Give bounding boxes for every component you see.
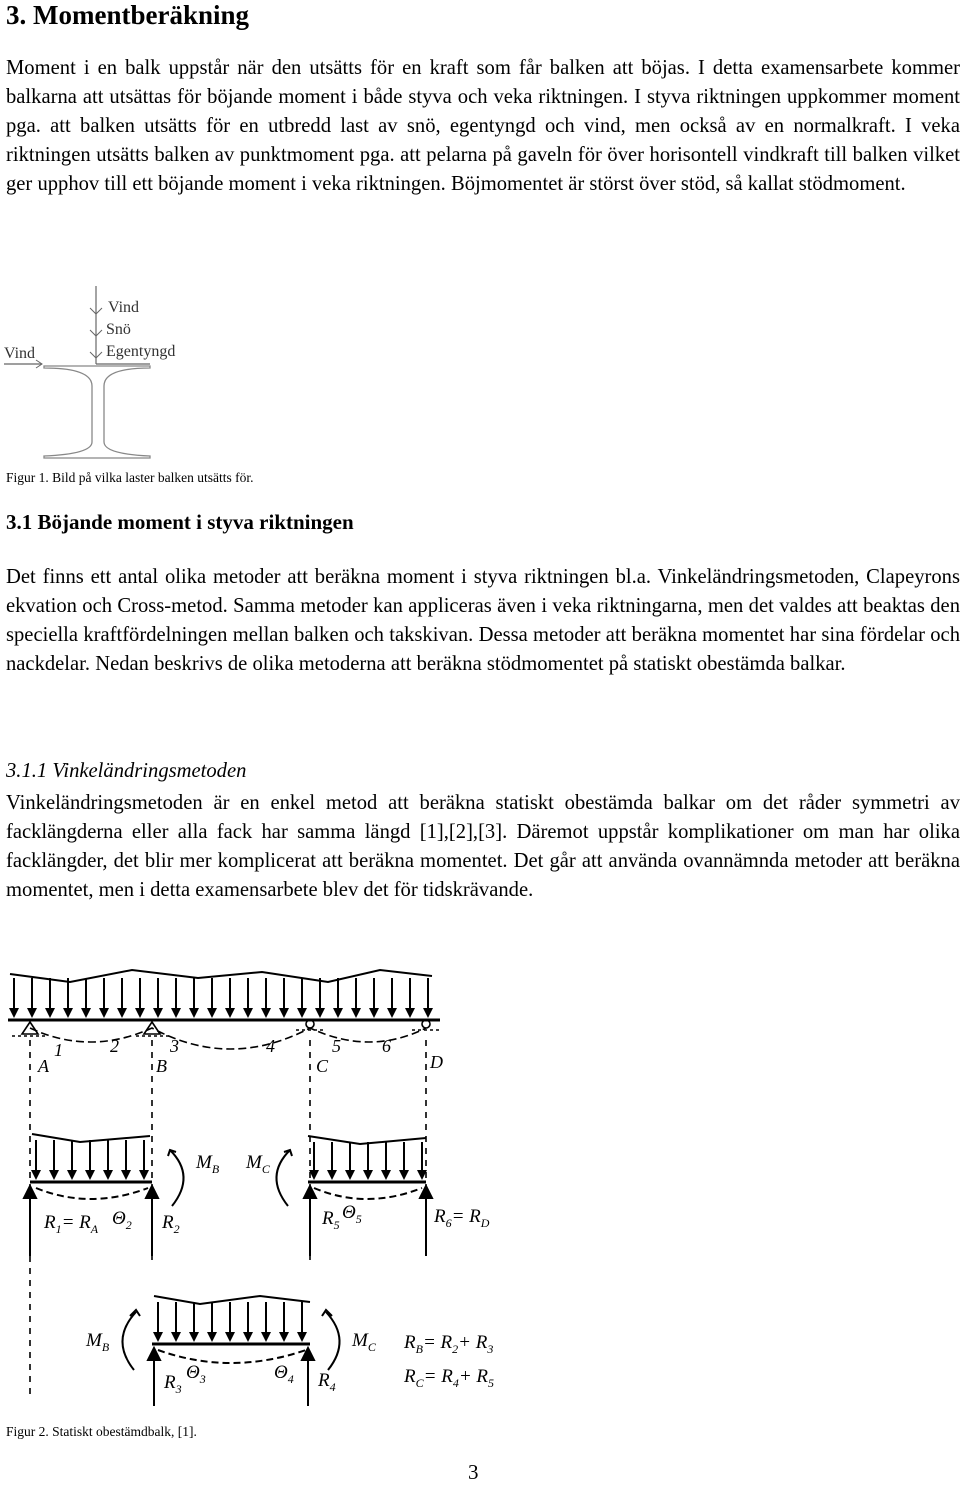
figure-2-continuous-beam	[0, 960, 520, 1420]
load-arrowhead	[9, 1008, 19, 1018]
label-r2: $R_2$	[162, 1212, 180, 1236]
load-arrowhead	[405, 1008, 415, 1018]
support-label-c: C	[316, 1056, 329, 1076]
load-arrowhead	[189, 1008, 199, 1018]
load-arrowhead	[121, 1170, 131, 1180]
load-arrowhead	[387, 1008, 397, 1018]
load-arrowhead	[369, 1008, 379, 1018]
load-arrowhead	[189, 1332, 199, 1342]
label-theta3: $\Theta_3$	[186, 1362, 206, 1386]
label-theta5: $\Theta_5$	[342, 1202, 362, 1226]
moment-arc-mc-bottom	[326, 1312, 340, 1370]
load-arrowhead	[315, 1008, 325, 1018]
load-arrowhead	[261, 1008, 271, 1018]
label-r3: $R_3$	[164, 1372, 182, 1396]
label-theta4: $\Theta_4$	[274, 1362, 294, 1386]
load-arrowhead	[279, 1008, 289, 1018]
load-arrowhead	[117, 1008, 127, 1018]
node-3: 3	[170, 1036, 179, 1056]
load-arrowhead	[139, 1170, 149, 1180]
load-arrowhead	[423, 1008, 433, 1018]
load-arrowhead	[279, 1332, 289, 1342]
load-arrowhead	[103, 1170, 113, 1180]
label-mb-bottom: $M_B$	[86, 1330, 110, 1354]
load-arrowhead	[297, 1008, 307, 1018]
load-arrowhead	[135, 1008, 145, 1018]
label-mc-bottom: $M_C$	[352, 1330, 376, 1354]
node-1: 1	[54, 1040, 63, 1060]
node-4: 4	[266, 1036, 275, 1056]
load-arrowhead	[243, 1332, 253, 1342]
support-label-b: B	[156, 1056, 167, 1076]
load-arrowhead	[171, 1332, 181, 1342]
load-arrowhead	[333, 1008, 343, 1018]
label-r5: $R_5$	[322, 1208, 340, 1232]
support-label-a: A	[38, 1056, 49, 1076]
load-arrowhead	[99, 1008, 109, 1018]
equation-rb: $R_B= R_2+ R_3$	[404, 1332, 494, 1356]
label-r4: $R_4$	[318, 1370, 336, 1394]
node-2: 2	[110, 1036, 119, 1056]
load-arrowhead	[225, 1332, 235, 1342]
label-vind-top: Vind	[108, 299, 140, 316]
load-arrowhead	[153, 1332, 163, 1342]
label-r6-rd: $R_6= R_D$	[434, 1206, 490, 1230]
load-arrowhead	[207, 1008, 217, 1018]
equation-rc: $R_C= R_4+ R_5$	[404, 1366, 494, 1390]
load-arrowhead	[345, 1170, 355, 1180]
figure-1-caption: Figur 1. Bild på vilka laster balken utsätts för.	[6, 470, 254, 485]
load-arrowhead	[399, 1170, 409, 1180]
load-arrowhead	[63, 1008, 73, 1018]
load-envelope-bottom	[154, 1296, 310, 1304]
load-arrowhead	[49, 1170, 59, 1180]
i-beam-section	[44, 366, 150, 458]
label-sno: Snö	[106, 321, 131, 338]
load-arrows-top	[9, 978, 433, 1018]
intro-paragraph: Moment i en balk uppstår när den utsätts för en kraft som får balken att böjas. I detta examensarbete kommer balkarna att utsättas för böjande moment i både styva och veka riktningen. I styva riktningen uppkommer moment pga. att balken utsätts för en utbredd last av snö, egentyngd och vind, men också av en normalkraft. I veka riktningen utsätts balken av punktmoment pga. att pelarna på gaveln för över horisontell vindkraft till balken vilket ger upphov till ett böjande moment i veka riktningen. Böjmomentet är störst över stöd, så kallat stödmoment.	[6, 57, 960, 195]
load-arrowhead	[381, 1170, 391, 1180]
label-mc: $M_C$	[246, 1152, 270, 1176]
node-6: 6	[382, 1036, 391, 1056]
load-envelope-top	[10, 970, 432, 982]
moment-arc-mc	[276, 1150, 290, 1206]
section-3-1-text: Det finns ett antal olika metoder att beräkna moment i styva riktningen bl.a. Vinkeländringsmetoden, Clapeyrons ekvation och Cross-metod. Samma metoder kan appliceras även i veka riktningarna, men det valdes att beaktas den speciella kraftfördelningen mellan balken och takskivan. Dessa metoder att beräkna momentet har sina fördelar och nackdelar. Nedan beskrivs de olika metoderna att beräkna stödmomentet på statiskt obestämda balkar.	[6, 566, 960, 675]
label-vind-side: Vind	[4, 345, 36, 362]
load-arrowhead	[207, 1332, 217, 1342]
page-heading: 3. Momentberäkning	[6, 0, 249, 30]
load-arrowhead	[27, 1008, 37, 1018]
load-arrowhead	[363, 1170, 373, 1180]
label-egentyngd: Egentyngd	[106, 343, 176, 360]
load-arrowhead	[225, 1008, 235, 1018]
section-3-1-1-title: 3.1.1 Vinkeländringsmetoden	[6, 760, 247, 782]
label-mb: $M_B$	[196, 1152, 220, 1176]
load-arrowhead	[31, 1170, 41, 1180]
load-arrowhead	[67, 1170, 77, 1180]
label-r1-ra: $R_1= R_A$	[44, 1212, 99, 1236]
load-arrowhead	[153, 1008, 163, 1018]
load-arrows-bottom	[153, 1302, 307, 1342]
label-theta2: $\Theta_2$	[112, 1208, 132, 1232]
page-number: 3	[468, 1460, 479, 1484]
load-arrowhead	[45, 1008, 55, 1018]
node-5: 5	[332, 1036, 341, 1056]
load-arrows-middle	[31, 1140, 427, 1180]
load-arrowhead	[81, 1008, 91, 1018]
deflection-curve	[30, 1028, 426, 1049]
section-3-1-title: 3.1 Böjande moment i styva riktningen	[6, 510, 354, 534]
load-arrowhead	[171, 1008, 181, 1018]
load-arrowhead	[243, 1008, 253, 1018]
support-label-d: D	[430, 1052, 443, 1072]
load-arrowhead	[261, 1332, 271, 1342]
figure-1-beam-loads	[0, 282, 240, 462]
load-arrowhead	[85, 1170, 95, 1180]
section-3-1-1-text: Vinkeländringsmetoden är en enkel metod att beräkna statiskt obestämda balkar om det råder symmetri av facklängderna eller alla fack har samma längd [1],[2],[3]. Däremot uppstår komplikationer om man har olika facklängder, det blir mer komplicerat att beräkna momentet. Det går att använda ovannämnda metoder att beräkna momentet, men i detta examensarbete blev det för tidskrävande.	[6, 792, 960, 901]
moment-arc-mb	[170, 1150, 184, 1206]
load-arrowhead	[351, 1008, 361, 1018]
figure-2-caption: Figur 2. Statiskt obestämdbalk, [1].	[6, 1424, 197, 1439]
moment-arc-mb-bottom	[122, 1312, 136, 1370]
load-arrowhead	[327, 1170, 337, 1180]
load-arrowhead	[297, 1332, 307, 1342]
